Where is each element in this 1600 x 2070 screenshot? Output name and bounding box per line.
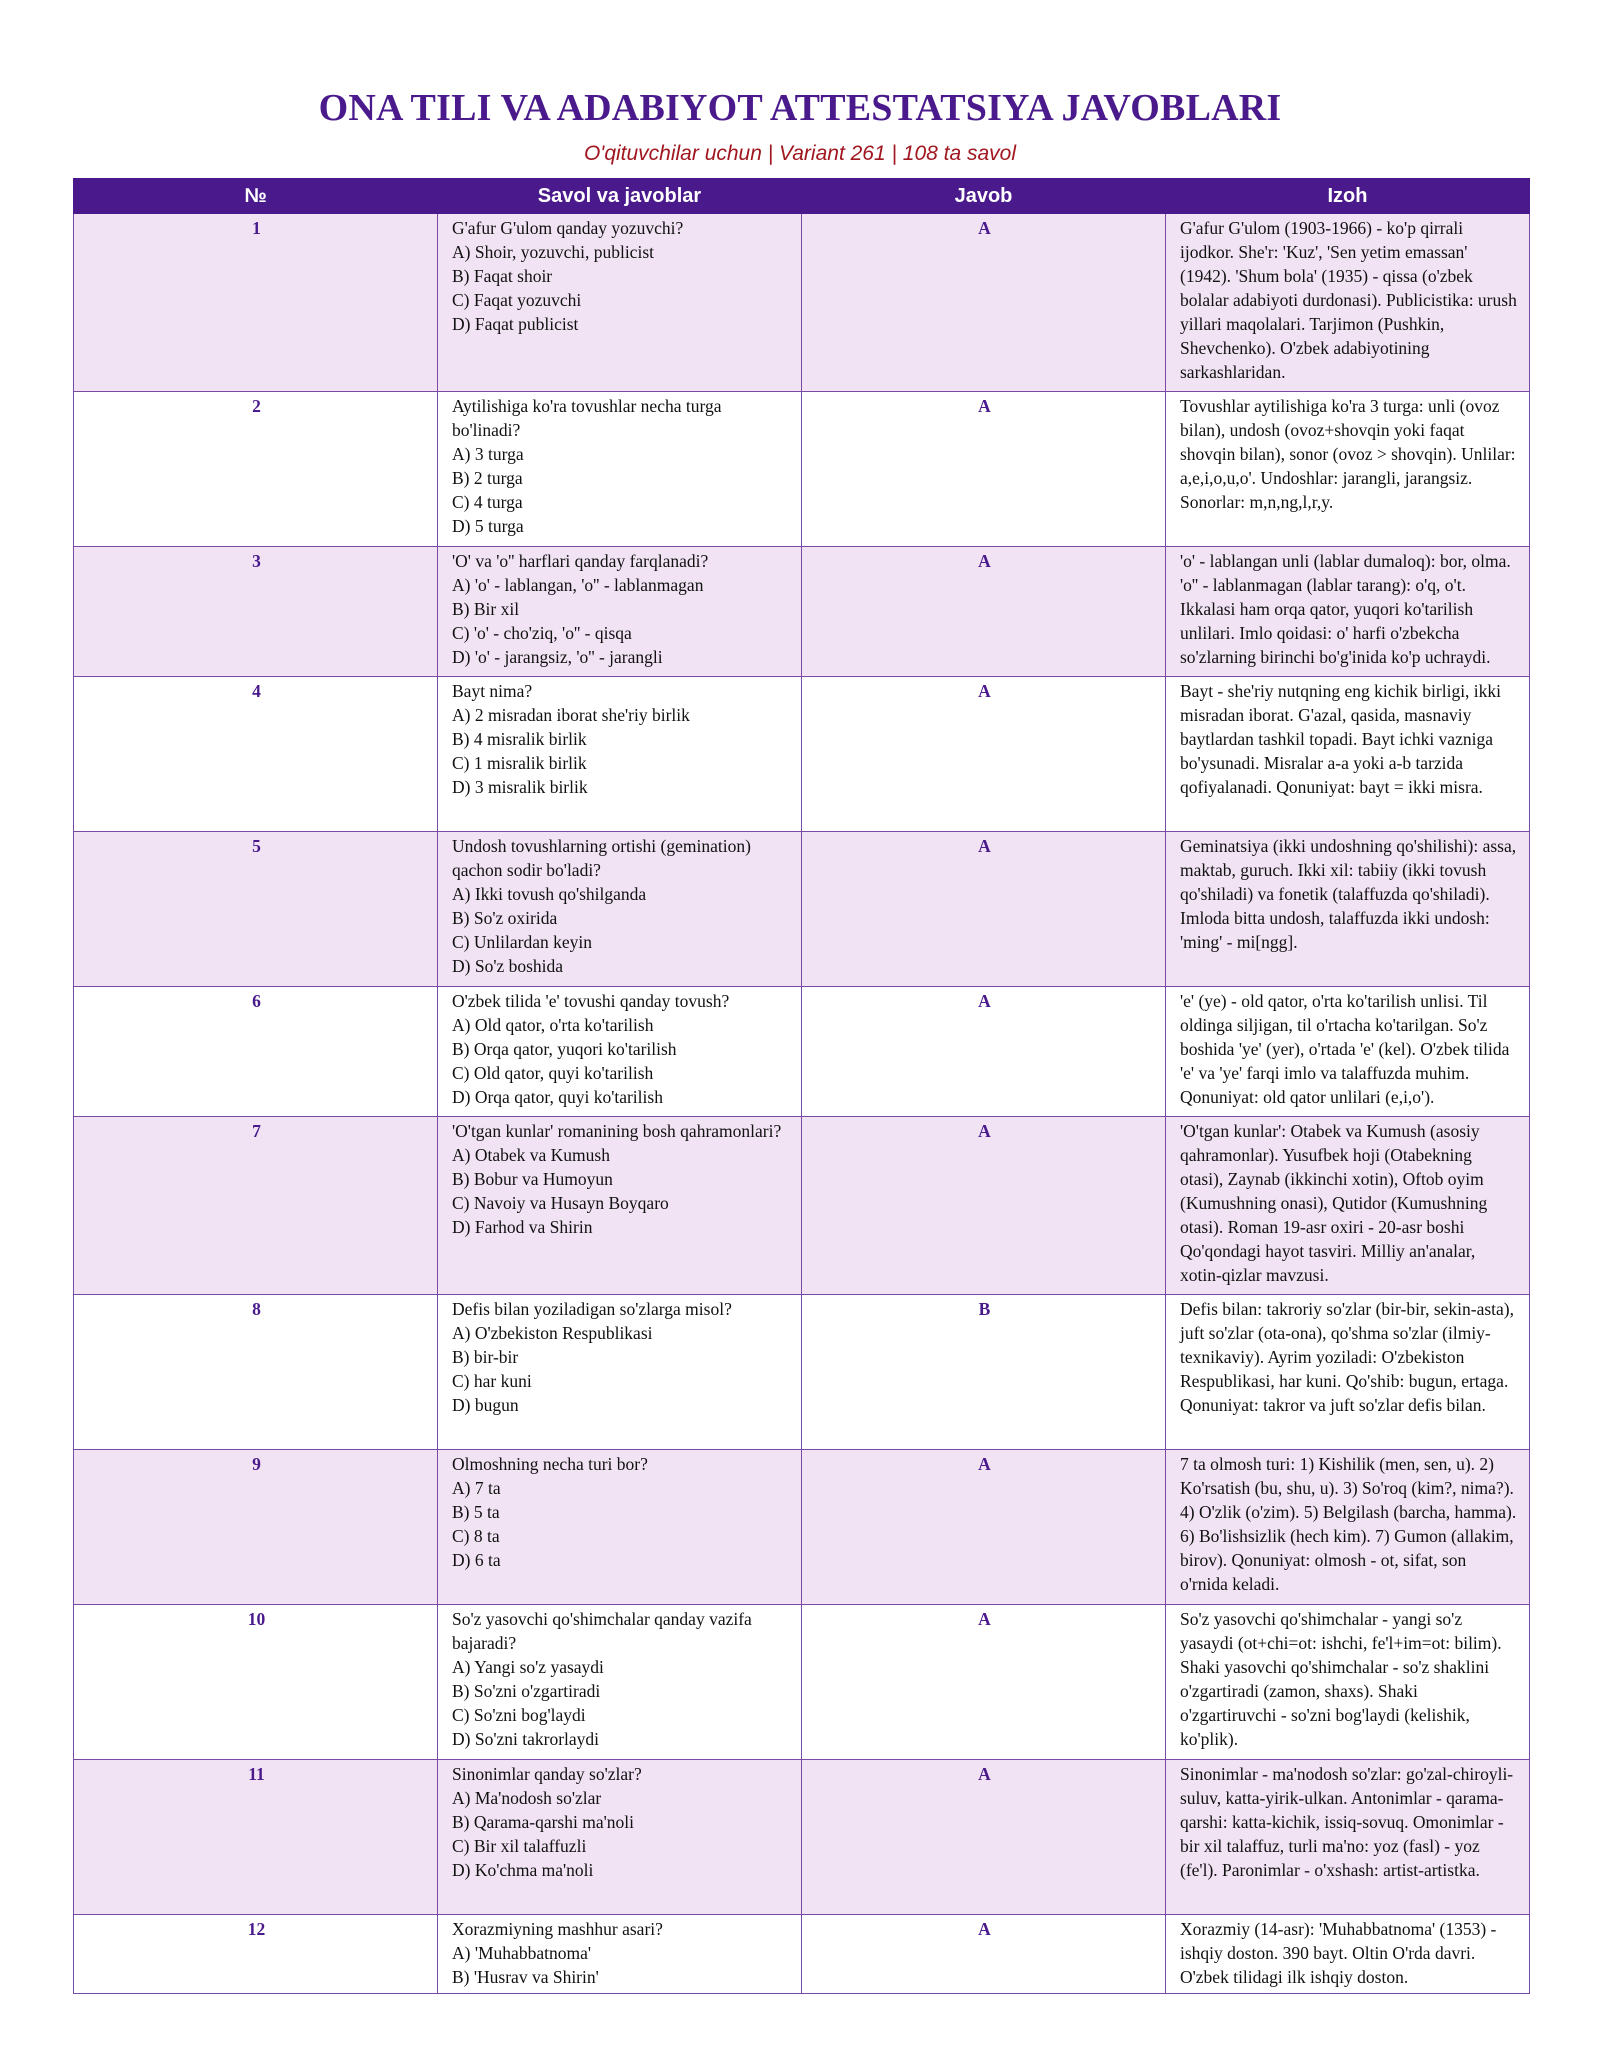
table-body [74,214,1530,1994]
answer-option: A) Ikki tovush qo'shilganda [452,884,647,904]
answer-option: B) So'z oxirida [452,908,558,928]
header-number: № [74,179,438,214]
header-answer: Javob [802,179,1166,214]
table-row [74,547,1530,677]
table-row [74,1295,1530,1450]
correct-answer: A [802,392,1166,547]
answer-option: D) 'o' - jarangsiz, 'o'' - jarangli [452,647,663,667]
question-cell [438,1450,802,1605]
answer-option: B) Qarama-qarshi ma'noli [452,1812,634,1832]
correct-answer: A [802,1450,1166,1605]
question-cell [438,832,802,987]
answer-option: D) 3 misralik birlik [452,777,588,797]
table-row [74,987,1530,1117]
answer-option: C) Bir xil talaffuzli [452,1836,587,1856]
answer-option: C) Faqat yozuvchi [452,290,582,310]
question-cell [438,1915,802,1994]
question-text: 'O'tgan kunlar' romanining bosh qahramonlari? [452,1121,782,1141]
answer-option: C) 'o' - cho'ziq, 'o'' - qisqa [452,623,632,643]
question-text: Sinonimlar qanday so'zlar? [452,1764,642,1784]
explanation-note: Geminatsiya (ikki undoshning qo'shilishi): assa, maktab, guruch. Ikki xil: tabiiy (ikki tovush qo'shiladi) va fonetik (talaffuzda qo'shiladi). Imloda bitta undosh, talaffuzda ikki undosh: 'ming' - mi[ngg]. [1166,832,1530,987]
answer-option: A) Yangi so'z yasaydi [452,1657,604,1677]
question-text: Undosh tovushlarning ortishi (gemination) qachon sodir bo'ladi? [452,836,751,880]
document-subtitle: O'qituvchilar uchun | Variant 261 | 108 ta savol [583,142,1017,165]
answer-option: A) 'Muhabbatnoma' [452,1943,591,1963]
answer-option: C) Navoiy va Husayn Boyqaro [452,1193,669,1213]
answer-option: D) Ko'chma ma'noli [452,1860,594,1880]
question-text: Defis bilan yoziladigan so'zlarga misol? [452,1299,732,1319]
question-number: 5 [74,832,438,987]
question-cell [438,1295,802,1450]
explanation-note: 7 ta olmosh turi: 1) Kishilik (men, sen, u). 2) Ko'rsatish (bu, shu, u). 3) So'roq (kim?, nima?). 4) O'zlik (o'zim). 5) Belgilash (barcha, hamma). 6) Bo'lishsizlik (hech kim). 7) Gumon (allakim, birov). Qonuniyat: olmosh - ot, sifat, son o'rnida keladi. [1166,1450,1530,1605]
explanation-note: 'o' - lablangan unli (lablar dumaloq): bor, olma. 'o'' - lablanmagan (lablar tarang): o'q, o't. Ikkalasi ham orqa qator, yuqori ko'tarilish unlilari. Imlo qoidasi: o' harfi o'zbekcha so'zlarning birinchi bo'g'inida ko'p uchraydi. [1166,547,1530,677]
question-cell [438,547,802,677]
explanation-note: 'O'tgan kunlar': Otabek va Kumush (asosiy qahramonlar). Yusufbek hoji (Otabekning otasi), Zaynab (ikkinchi xotin), Oftob oyim (Kumushning onasi), Qutidor (Kumushning otasi). Roman 19-asr oxiri - 20-asr boshi Qo'qondagi hayot tasviri. Milliy an'analar, xotin-qizlar mavzusi. [1166,1117,1530,1295]
question-number: 12 [74,1915,438,1994]
answer-option: C) 8 ta [452,1526,500,1546]
question-number: 6 [74,987,438,1117]
answer-option: C) har kuni [452,1371,532,1391]
question-cell [438,987,802,1117]
answer-option: D) 6 ta [452,1550,501,1570]
correct-answer: A [802,677,1166,832]
question-number: 1 [74,214,438,392]
question-number: 7 [74,1117,438,1295]
question-text: So'z yasovchi qo'shimchalar qanday vazifa bajaradi? [452,1609,752,1653]
explanation-note: G'afur G'ulom (1903-1966) - ko'p qirrali ijodkor. She'r: 'Kuz', 'Sen yetim emassan' (1942). 'Shum bola' (1935) - qissa (o'zbek bolalar adabiyoti durdonasi). Publicistika: urush yillari maqolalari. Tarjimon (Pushkin, Shevchenko). O'zbek adabiyotining sarkashlaridan. [1166,214,1530,392]
explanation-note: So'z yasovchi qo'shimchalar - yangi so'z yasaydi (ot+chi=ot: ishchi, fe'l+im=ot: bilim). Shaki yasovchi qo'shimchalar - so'z shaklini o'zgartiradi (zamon, shaxs). Shaki o'zgartiruvchi - so'zni bog'laydi (kelishik, ko'plik). [1166,1605,1530,1760]
question-text: 'O' va 'o'' harflari qanday farqlanadi? [452,551,709,571]
answer-option: D) So'zni takrorlaydi [452,1729,600,1749]
table-row [74,832,1530,987]
answer-option: B) bir-bir [452,1347,519,1367]
qa-table [73,178,1530,1994]
answer-option: A) 'o' - lablangan, 'o'' - lablanmagan [452,575,704,595]
explanation-note: Xorazmiy (14-asr): 'Muhabbatnoma' (1353) - ishqiy doston. 390 bayt. Oltin O'rda davri. O'zbek tilidagi ilk ishqiy doston. [1166,1915,1530,1994]
question-cell [438,1605,802,1760]
answer-option: B) 2 turga [452,468,523,488]
answer-option: C) 4 turga [452,492,523,512]
answer-option: D) Orqa qator, quyi ko'tarilish [452,1087,663,1107]
question-number: 9 [74,1450,438,1605]
table-row [74,677,1530,832]
question-number: 4 [74,677,438,832]
table-row [74,1605,1530,1760]
question-text: O'zbek tilida 'e' tovushi qanday tovush? [452,991,730,1011]
question-text: Xorazmiyning mashhur asari? [452,1919,663,1939]
answer-option: B) So'zni o'zgartiradi [452,1681,601,1701]
explanation-note: Sinonimlar - ma'nodosh so'zlar: go'zal-chiroyli-suluv, katta-yirik-ulkan. Antonimlar - qarama-qarshi: katta-kichik, issiq-sovuq. Omonimlar - bir xil talaffuz, turli ma'no: yoz (fasl) - yoz (fe'l). Paronimlar - o'xshash: artist-artistka. [1166,1760,1530,1915]
explanation-note: Bayt - she'riy nutqning eng kichik birligi, ikki misradan iborat. G'azal, qasida, masnaviy baytlardan tashkil topadi. Bayt ichki vazniga bo'ysunadi. Misralar a-a yoki a-b tarzida qofiyalanadi. Qonuniyat: bayt = ikki misra. [1166,677,1530,832]
table-row [74,1915,1530,1994]
table-row [74,392,1530,547]
header-note: Izoh [1166,179,1530,214]
question-number: 2 [74,392,438,547]
question-text: Olmoshning necha turi bor? [452,1454,648,1474]
answer-option: A) Ma'nodosh so'zlar [452,1788,602,1808]
answer-option: D) 5 turga [452,516,524,536]
answer-option: C) Unlilardan keyin [452,932,592,952]
answer-option: B) 5 ta [452,1502,500,1522]
table-row [74,1450,1530,1605]
question-cell [438,1117,802,1295]
correct-answer: A [802,214,1166,392]
question-cell [438,392,802,547]
question-text: G'afur G'ulom qanday yozuvchi? [452,218,684,238]
question-cell [438,214,802,392]
answer-option: B) 'Husrav va Shirin' [452,1967,599,1987]
correct-answer: A [802,1760,1166,1915]
table-row [74,214,1530,392]
answer-option: A) 2 misradan iborat she'riy birlik [452,705,690,725]
answer-option: B) Faqat shoir [452,266,553,286]
answer-option: B) 4 misralik birlik [452,729,587,749]
explanation-note: Tovushlar aytilishiga ko'ra 3 turga: unli (ovoz bilan), undosh (ovoz+shovqin yoki faqat shovqin bilan), sonor (ovoz > shovqin). Unlilar: a,e,i,o,u,o'. Undoshlar: jarangli, jarangsiz. Sonorlar: m,n,ng,l,r,y. [1166,392,1530,547]
correct-answer: A [802,1117,1166,1295]
correct-answer: A [802,832,1166,987]
question-cell [438,1760,802,1915]
answer-option: A) Old qator, o'rta ko'tarilish [452,1015,654,1035]
correct-answer: A [802,987,1166,1117]
answer-option: C) Old qator, quyi ko'tarilish [452,1063,654,1083]
answer-option: B) Bir xil [452,599,520,619]
explanation-note: Defis bilan: takroriy so'zlar (bir-bir, sekin-asta), juft so'zlar (ota-ona), qo'shma so'zlar (ilmiy-texnikaviy). Ayrim yoziladi: O'zbekiston Respublikasi, har kuni. Qo'shib: bugun, ertaga. Qonuniyat: takror va juft so'zlar defis bilan. [1166,1295,1530,1450]
question-text: Bayt nima? [452,681,533,701]
correct-answer: A [802,1915,1166,1994]
document-title: ONA TILI VA ADABIYOT ATTESTATSIYA JAVOBLARI [318,87,1282,129]
answer-option: A) Shoir, yozuvchi, publicist [452,242,654,262]
table-header-row [74,179,1530,214]
question-number: 11 [74,1760,438,1915]
correct-answer: A [802,547,1166,677]
answer-option: A) O'zbekiston Respublikasi [452,1323,653,1343]
table-row [74,1760,1530,1915]
answer-option: A) Otabek va Kumush [452,1145,610,1165]
correct-answer: B [802,1295,1166,1450]
question-number: 10 [74,1605,438,1760]
answer-option: B) Bobur va Humoyun [452,1169,613,1189]
question-number: 3 [74,547,438,677]
correct-answer: A [802,1605,1166,1760]
answer-option: D) Farhod va Shirin [452,1217,593,1237]
answer-option: D) bugun [452,1395,519,1415]
explanation-note: 'e' (ye) - old qator, o'rta ko'tarilish unlisi. Til oldinga siljigan, til o'rtacha ko'tarilgan. So'z boshida 'ye' (yer), o'rtada 'e' (kel). O'zbek tilida 'e' va 'ye' farqi imlo va talaffuzda muhim. Qonuniyat: old qator unlilari (e,i,o'). [1166,987,1530,1117]
table-row [74,1117,1530,1295]
answer-option: A) 7 ta [452,1478,501,1498]
answer-option: D) Faqat publicist [452,314,579,334]
question-number: 8 [74,1295,438,1450]
answer-option: B) Orqa qator, yuqori ko'tarilish [452,1039,677,1059]
answer-option: D) So'z boshida [452,956,564,976]
answer-option: A) 3 turga [452,444,524,464]
question-cell [438,677,802,832]
question-text: Aytilishiga ko'ra tovushlar necha turga bo'linadi? [452,396,722,440]
header-question: Savol va javoblar [438,179,802,214]
answer-option: C) So'zni bog'laydi [452,1705,586,1725]
answer-option: C) 1 misralik birlik [452,753,587,773]
